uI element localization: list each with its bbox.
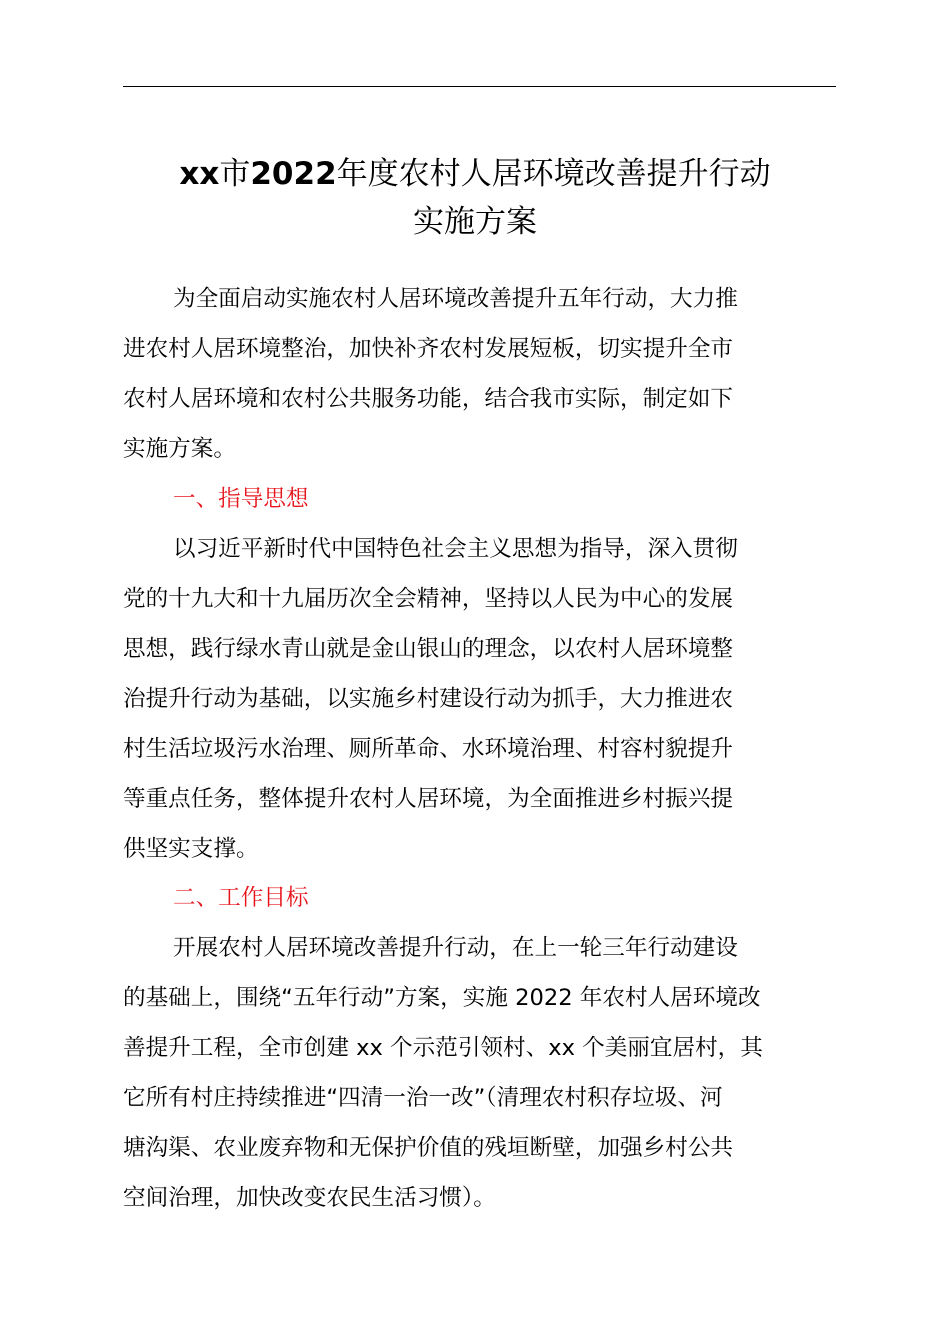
paragraph-line: 治提升行动为基础，以实施乡村建设行动为抓手，大力推进农	[123, 686, 734, 712]
document-title-line1	[100, 152, 850, 196]
section2-heading: 二、工作目标	[173, 885, 309, 911]
section2	[123, 873, 843, 1223]
section1	[123, 474, 843, 874]
paragraph-line: 塘沟渠、农业废弃物和无保护价值的残垣断壁，加强乡村公共	[123, 1135, 734, 1161]
paragraph-line: 开展农村人居环境改善提升行动，在上一轮三年行动建设	[173, 935, 738, 961]
paragraph-line: 供坚实支撑。	[123, 836, 259, 862]
paragraph-line: 它所有村庄持续推进“四清一治一改”（清理农村积存垃圾、河	[123, 1085, 723, 1111]
intro-paragraph	[123, 274, 843, 474]
paragraph-line: 农村人居环境和农村公共服务功能，结合我市实际，制定如下	[123, 386, 734, 412]
paragraph-line: 实施方案。	[123, 436, 236, 462]
title-city: 市	[219, 156, 251, 192]
title-year: 2022	[250, 156, 337, 192]
paragraph-line: 空间治理，加快改变农民生活习惯）。	[123, 1185, 496, 1211]
title-prefix: xx	[179, 156, 220, 192]
header-rule	[123, 86, 836, 87]
paragraph-line: 党的十九大和十九届历次全会精神，坚持以人民为中心的发展	[123, 586, 734, 612]
paragraph-line: 的基础上，围绕“五年行动”方案，实施 2022 年农村人居环境改	[123, 985, 761, 1011]
paragraph-line: 为全面启动实施农村人居环境改善提升五年行动，大力推	[173, 286, 738, 312]
paragraph-line: 思想，践行绿水青山就是金山银山的理念，以农村人居环境整	[123, 636, 734, 662]
title-rest: 年度农村人居环境改善提升行动	[336, 156, 771, 192]
paragraph-line: 村生活垃圾污水治理、厕所革命、水环境治理、村容村貌提升	[123, 736, 734, 762]
document-title-line2: 实施方案	[413, 204, 537, 240]
paragraph-line: 以习近平新时代中国特色社会主义思想为指导，深入贯彻	[173, 536, 738, 562]
paragraph-line: 进农村人居环境整治，加快补齐农村发展短板，切实提升全市	[123, 336, 734, 362]
paragraph-line: 善提升工程，全市创建 xx 个示范引领村、xx 个美丽宜居村，其	[123, 1035, 763, 1061]
paragraph-line: 等重点任务，整体提升农村人居环境，为全面推进乡村振兴提	[123, 786, 734, 812]
section1-heading: 一、指导思想	[173, 486, 309, 512]
